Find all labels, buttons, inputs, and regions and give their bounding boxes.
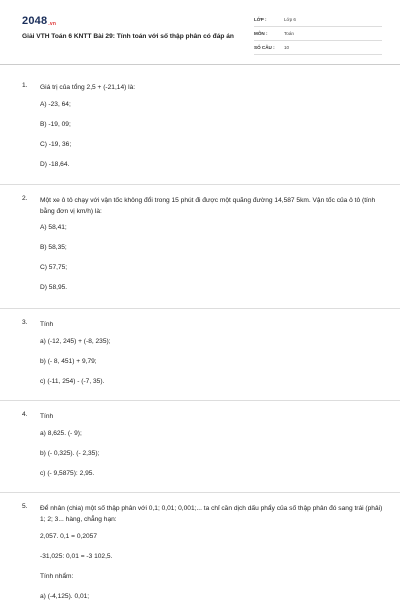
document-title: Giải VTH Toán 6 KNTT Bài 29: Tính toán với số thập phân có đáp án [22, 33, 234, 40]
question-text: Một xe ô tô chạy với vận tốc không đổi trong 15 phút đi được một quãng đường 14,587 5km. Vận tốc của ô tô (tính bằng đơn vị km/h) là: [40, 197, 376, 215]
meta-key: SỐ CÂU : [254, 45, 275, 50]
logo-suffix: .vn [48, 21, 57, 27]
answer-option: A) -23, 64; [40, 101, 71, 108]
answer-option: a) (-4,125). 0,01; [40, 593, 90, 600]
question-text: Tính [40, 321, 54, 328]
answer-option: a) (-12, 245) + (-8, 235); [40, 338, 111, 345]
answer-option: C) -19, 36; [40, 141, 72, 148]
meta-row-count [254, 44, 382, 55]
question-divider [0, 492, 400, 493]
meta-row-subject [254, 30, 382, 41]
question-number: 3. [22, 319, 28, 326]
answer-option: b) (- 8, 451) + 9,79; [40, 358, 97, 365]
question-divider [0, 400, 400, 401]
instruction-line: Tính nhẩm: [40, 573, 74, 580]
answer-option: c) (-11, 254) - (-7, 35). [40, 378, 105, 385]
meta-row-class [254, 16, 382, 27]
question-text: Để nhân (chia) một số thập phân với 0,1; 0,01; 0,001;... ta chỉ cần dịch dấu phẩy của số thập phân đó sang trái (phải) 1; 2; 3... hàng, chẳng hạn: [40, 505, 383, 523]
document-header [0, 0, 400, 64]
example-line: -31,025: 0,01 = -3 102,5. [40, 553, 113, 560]
answer-option: b) (- 0,325). (- 2,35); [40, 450, 100, 457]
answer-option: D) -18,64. [40, 161, 70, 168]
logo-text: 2048 [22, 15, 48, 27]
meta-value: Toán [284, 31, 294, 36]
question-number: 5. [22, 503, 28, 510]
meta-key: MÔN : [254, 31, 268, 36]
answer-option: A) 58,41; [40, 224, 67, 231]
answer-option: B) -19, 09; [40, 121, 71, 128]
question-text: Giá trị của tổng 2,5 + (-21,14) là: [40, 84, 136, 91]
answer-option: c) (- 9,5875): 2,95. [40, 470, 95, 477]
question-divider [0, 308, 400, 309]
meta-value: 10 [284, 45, 290, 50]
example-line: 2,057. 0,1 = 0,2057 [40, 533, 98, 540]
question-number: 1. [22, 82, 28, 89]
answer-option: C) 57,75; [40, 264, 68, 271]
site-logo[interactable] [22, 15, 56, 27]
answer-option: B) 58,35; [40, 244, 67, 251]
document-meta [254, 16, 382, 58]
header-divider [0, 64, 400, 65]
question-number: 2. [22, 195, 28, 202]
meta-value: Lớp 6 [284, 17, 296, 22]
question-divider [0, 184, 400, 185]
answer-option: a) 8,625. (- 9); [40, 430, 82, 437]
question-number: 4. [22, 411, 28, 418]
meta-key: LỚP : [254, 17, 267, 22]
answer-option: D) 58,95. [40, 284, 68, 291]
question-text: Tính [40, 413, 54, 420]
